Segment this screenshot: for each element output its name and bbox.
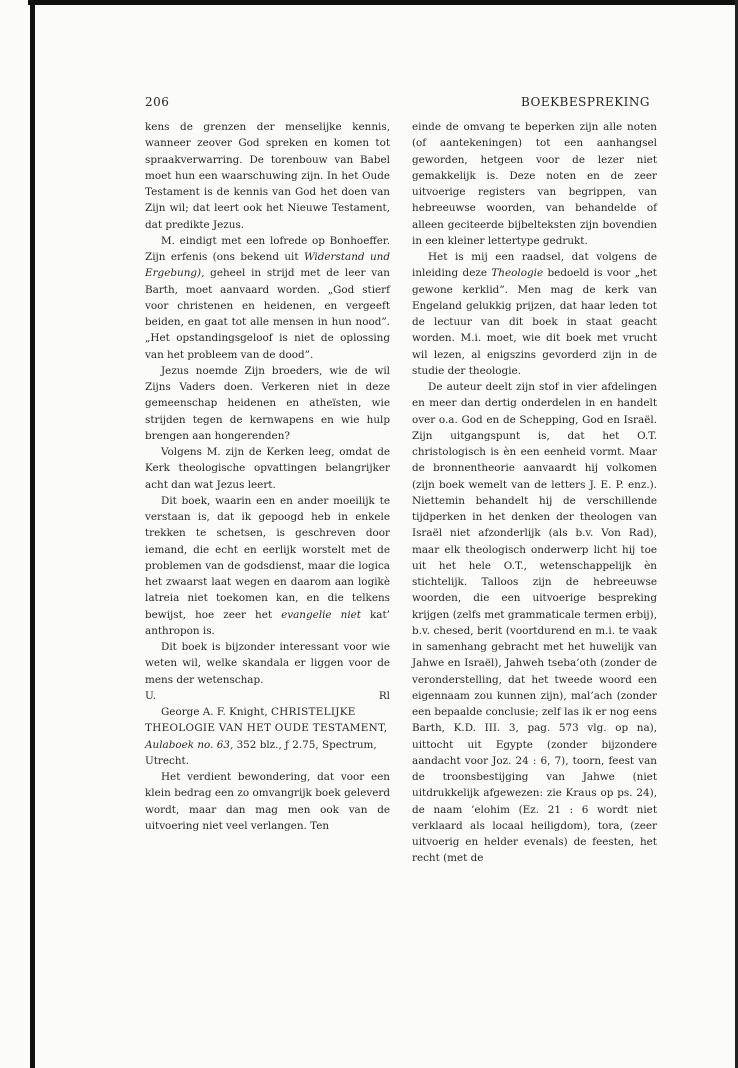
book-reference: George A. F. Knight, CHRISTELIJKE THEOLOGIE VAN HET OUDE TESTAMENT, Aulaboek no. 63, 352 blz., ƒ 2.75, Spectrum, Utrecht. bbox=[145, 706, 388, 767]
paragraph: Dit boek, waarin een en ander moeilijk te verstaan is, dat ik gepoogd heb in enkele trekken te schetsen, is geschreven door iemand, die echt en eerlijk worstelt met de problemen van de godsdienst, maar die logica het zwaarst laat wegen en daarom aan logikè latreia niet toekomen kan, en die telkens bewijst, hoe zeer het evangelie niet kat’ anthropon is. bbox=[145, 494, 390, 637]
paragraph: Dit boek is bijzonder interessant voor wie weten wil, welke skandala er liggen voor de mens der wetenschap. bbox=[145, 641, 390, 686]
signature-reviewer: Rl bbox=[378, 689, 390, 702]
paragraph: Volgens M. zijn de Kerken leeg, omdat de Kerk theologische opvattingen belangrijker acht dan wat Jezus leert. bbox=[145, 446, 390, 491]
signature-initial: U. bbox=[145, 689, 157, 702]
paragraph: kens de grenzen der menselijke kennis, wanneer zeover God spreken en komen tot spraakverwarring. De torenbouw van Babel moet hun een waarschuwing zijn. In het Oude Testament is de kennis van God het doen van Zijn wil; dat leert ook het Nieuwe Testament, dat predikte Jezus. bbox=[145, 121, 390, 231]
paragraph: Jezus noemde Zijn broeders, wie de wil Zijns Vaders doen. Verkeren niet in deze gemeenschap heidenen en atheïsten, wie strijden tegen de kernwapens en wie hulp brengen aan hongerenden? bbox=[145, 364, 390, 442]
scan-edge-top bbox=[28, 0, 738, 5]
paragraph: Het verdient bewondering, dat voor een klein bedrag een zo omvangrijk boek geleverd wordt, maar dan mag men ook van de uitvoering niet veel verlangen. Ten bbox=[145, 771, 390, 832]
paragraph: Het is mij een raadsel, dat volgens de inleiding deze Theologie bedoeld is voor „het gewone kerklid”. Men mag de kerk van Engeland gelukkig prijzen, dat haar leden tot de lectuur van dit boek in staat geacht worden. M.i. moet, wie dit boek met vrucht wil lezen, al enigszins gevorderd zijn in de studie der theologie. bbox=[412, 251, 657, 377]
page-number: 206 bbox=[145, 95, 170, 109]
paragraph: M. eindigt met een lofrede op Bonhoeffer. Zijn erfenis (ons bekend uit Widerstand und Ergebung), geheel in strijd met de leer van Barth, moet aanvaard worden. „God stierf voor christenen en heidenen, en vergeeft beiden, en gaat tot alle mensen in hun nood”. „Het opstandingsgeloof is niet de oplossing van het probleem van de dood”. bbox=[145, 234, 390, 361]
left-column bbox=[145, 119, 390, 834]
paragraph: einde de omvang te beperken zijn alle noten (of aantekeningen) tot een aanhangsel geworden, hetgeen voor de lezer niet gemakkelijk is. Deze noten en de zeer uitvoerige registers van begrippen, van hebreeuwse woorden, van behandelde of alleen geciteerde bijbelteksten zijn bovendien in een kleiner lettertype gedrukt. bbox=[412, 121, 657, 247]
right-column bbox=[412, 119, 657, 867]
scan-edge-left bbox=[30, 0, 35, 1068]
paragraph: De auteur deelt zijn stof in vier afdelingen en meer dan dertig onderdelen in en handelt over o.a. God en de Schepping, God en Israël. Zijn uitgangspunt is, dat het O.T. christologisch is èn een eenheid vormt. Maar de bronnentheorie aanvaardt hij volkomen (zijn boek wemelt van de letters J. E. P. enz.). Niettemin behandelt hij de verschillende tijdperken in het denken der theologen van Israël niet afzonderlijk (als b.v. Von Rad), maar elk theologisch onderwerp licht hij toe uit het hele O.T., wetenschappelijk èn stichtelijk. Talloos zijn de hebreeuwse woorden, die een uitvoerige bespreking krijgen (zelfs met grammaticale termen erbij), b.v. chesed, berit (voortdurend en m.i. te vaak in samenhang gebracht met het huwelijk van Jahwe en Israël), Jahweh tseba’oth (zonder de veronderstelling, dat het tweede woord een eigennaam zou kunnen zijn), mal’ach (zonder een bepaalde conclusie; zelf las ik er nog eens Barth, K.D. III. 3, pag. 573 vlg. op na), uittocht uit Egypte (zonder bijzondere aandacht voor Joz. 24 : 6, 7), toorn, feest van de troonsbestijging van Jahwe (niet uitdrukkelijk afgewezen: zie Kraus op ps. 24), de naam ’elohim (Ez. 21 : 6 wordt niet verklaard als locaal heiligdom), tora, (zeer uitvoerig en helder evenals) de feesten, het recht (met de bbox=[412, 381, 657, 865]
review-signature bbox=[145, 688, 390, 704]
running-head: BOEKBESPREKING bbox=[520, 95, 650, 109]
